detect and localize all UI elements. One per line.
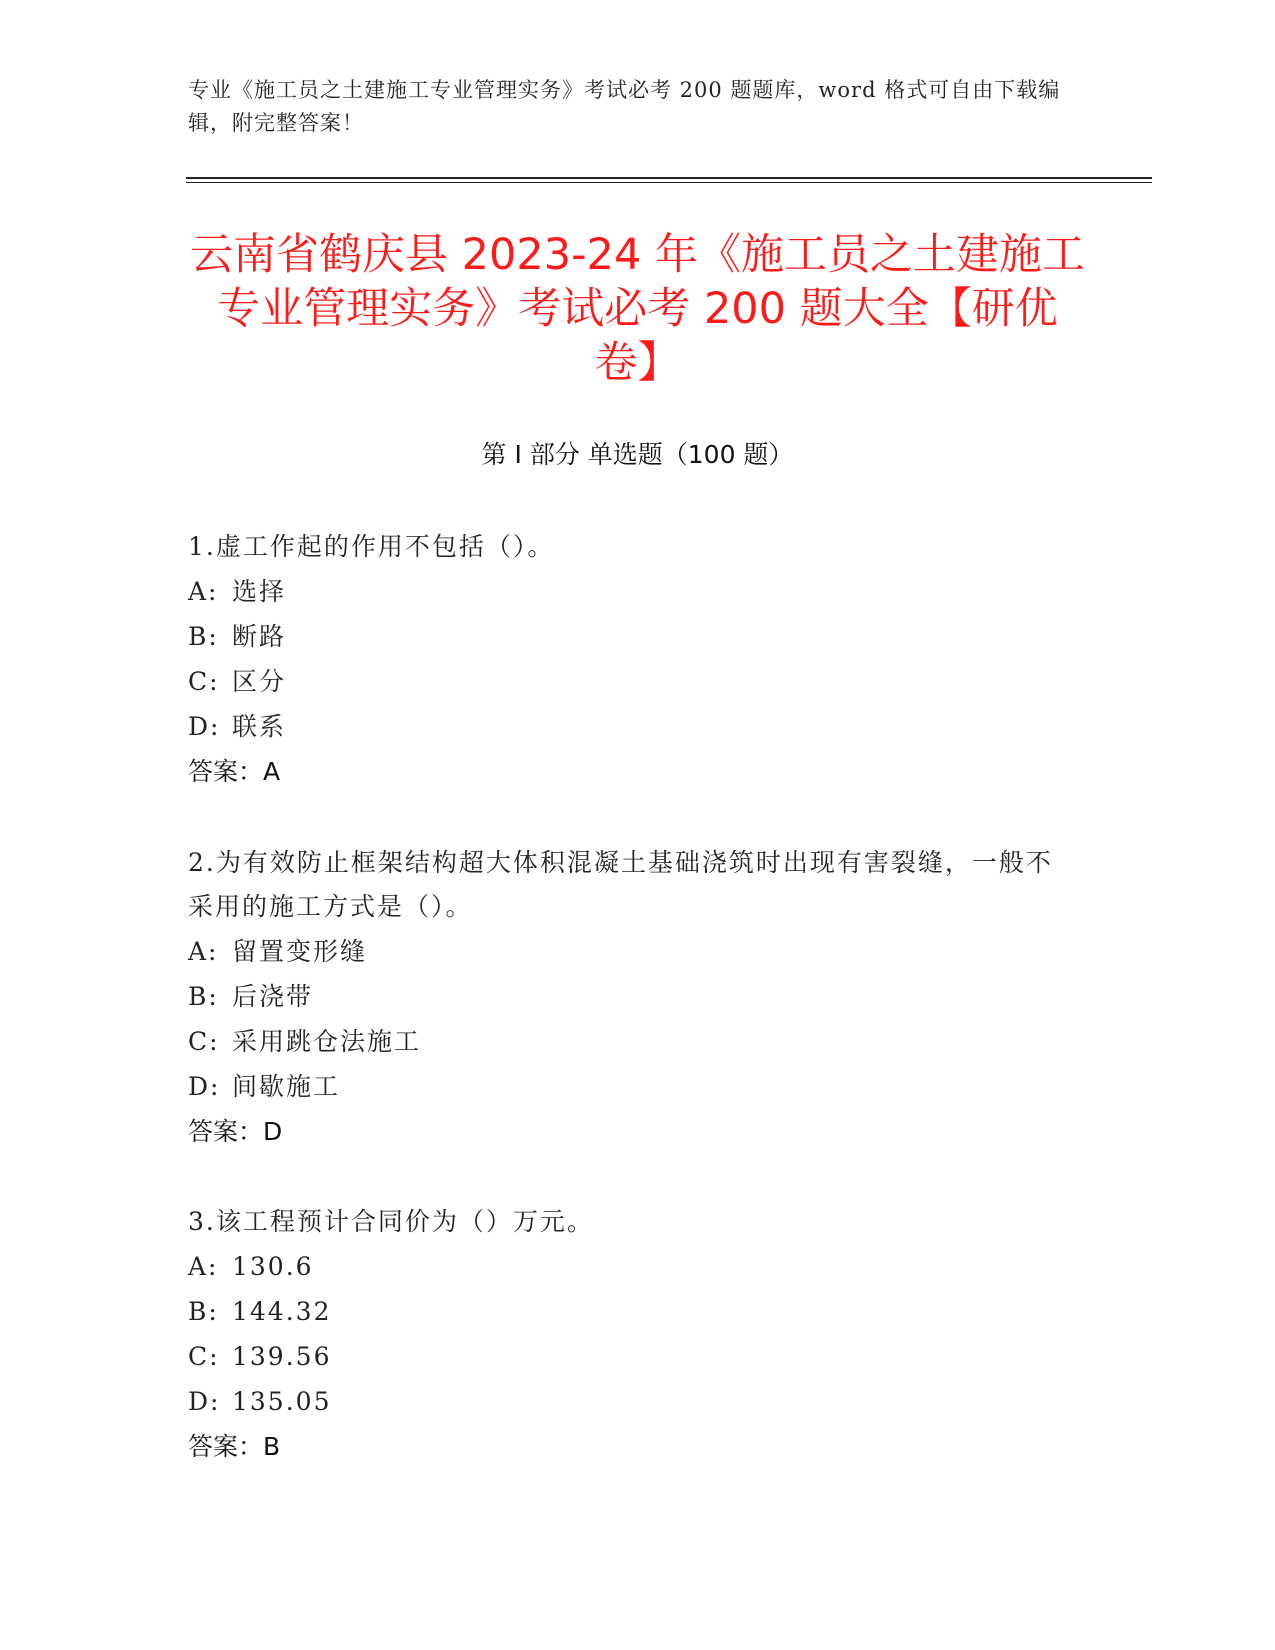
question-2 (188, 841, 1068, 1154)
option-b (188, 614, 1068, 659)
option-letter: B: (188, 982, 219, 1011)
option-letter: C: (188, 667, 220, 696)
option-text: 断路 (232, 622, 287, 651)
option-letter: C: (188, 1342, 220, 1371)
option-c (188, 1334, 1068, 1379)
option-letter: D: (188, 1072, 221, 1101)
option-text: 后浇带 (232, 982, 314, 1011)
option-letter: B: (188, 622, 219, 651)
option-d (188, 1379, 1068, 1424)
option-letter: A: (188, 1252, 219, 1281)
option-text: 间歇施工 (232, 1072, 341, 1101)
option-text: 选择 (232, 577, 287, 606)
question-stem: 3.该工程预计合同价为（）万元。 (188, 1207, 594, 1236)
option-text: 139.56 (232, 1342, 332, 1371)
option-c (188, 1019, 1068, 1064)
header-rule-thick (186, 177, 1152, 179)
option-d (188, 1064, 1068, 1109)
question-stem: 1.虚工作起的作用不包括（）。 (188, 532, 555, 561)
option-letter: C: (188, 1027, 220, 1056)
option-text: 130.6 (232, 1252, 314, 1281)
question-3 (188, 1200, 1068, 1469)
question-1 (188, 525, 1068, 794)
option-text: 区分 (232, 667, 287, 696)
section-title: 第 I 部分 单选题（100 题） (481, 440, 794, 469)
document-title: 云南省鹤庆县 2023-24 年《施工员之土建施工专业管理实务》考试必考 200 题大全【研优卷】 (190, 230, 1086, 388)
option-letter: A: (188, 577, 219, 606)
option-a (188, 1244, 1068, 1289)
option-b (188, 1289, 1068, 1334)
answer-line: 答案：A (188, 757, 281, 786)
option-d (188, 704, 1068, 749)
option-c (188, 659, 1068, 704)
header-note: 专业《施工员之土建施工专业管理实务》考试必考 200 题题库，word 格式可自由下载编辑，附完整答案！ (188, 78, 1061, 135)
answer-line: 答案：B (188, 1432, 281, 1461)
option-text: 135.05 (232, 1387, 332, 1416)
option-letter: D: (188, 712, 221, 741)
option-text: 采用跳仓法施工 (232, 1027, 422, 1056)
option-a (188, 569, 1068, 614)
option-text: 留置变形缝 (232, 937, 368, 966)
answer-line: 答案：D (188, 1117, 283, 1146)
option-letter: B: (188, 1297, 219, 1326)
question-stem: 2.为有效防止框架结构超大体积混凝土基础浇筑时出现有害裂缝，一般不采用的施工方式是（）。 (188, 848, 1053, 921)
option-text: 联系 (232, 712, 287, 741)
header-rule-thin (186, 182, 1152, 183)
option-text: 144.32 (232, 1297, 332, 1326)
option-b (188, 974, 1068, 1019)
option-letter: D: (188, 1387, 221, 1416)
option-letter: A: (188, 937, 219, 966)
option-a (188, 929, 1068, 974)
